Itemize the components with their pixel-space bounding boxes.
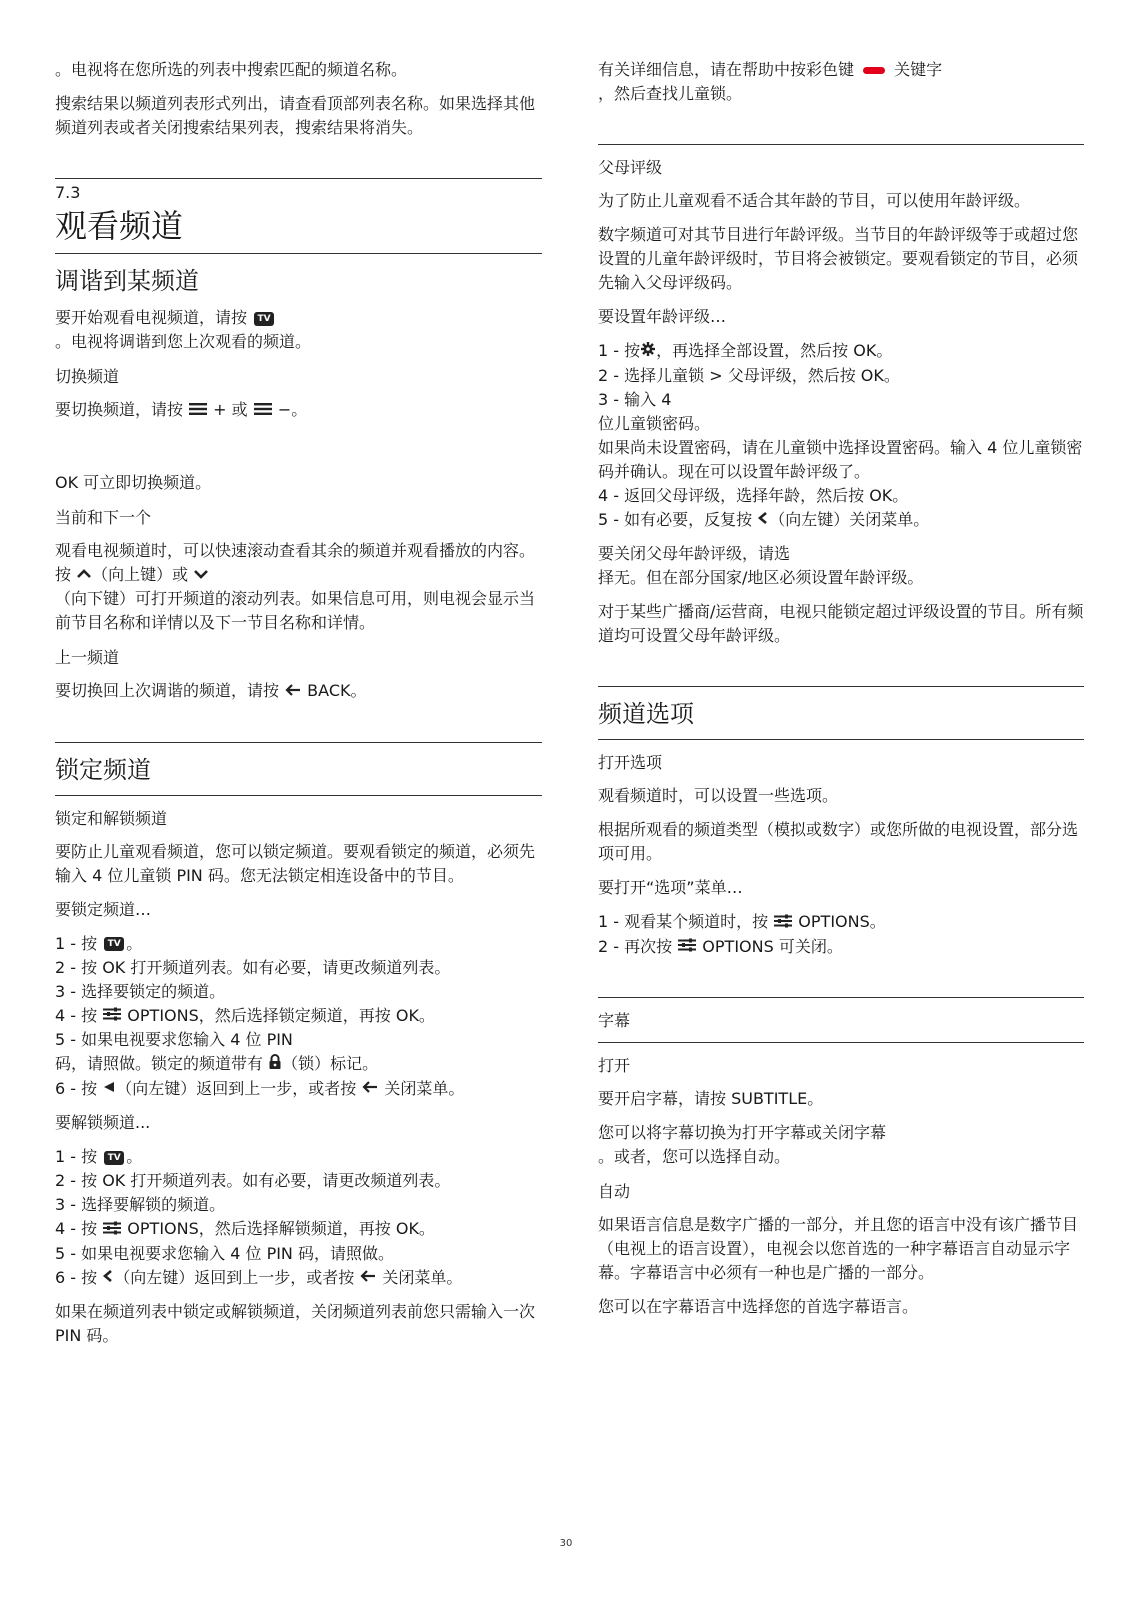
lock-icon [268, 1053, 282, 1077]
parental-divider [598, 144, 1084, 145]
parental-paragraph-3: 对于某些广播商/运营商，电视只能锁定超过评级设置的节目。所有频道均可设置父母年龄评级。 [598, 602, 1084, 645]
tv-key-icon: TV [254, 312, 274, 326]
tune-heading: 调谐到某频道 [55, 267, 199, 295]
parental-step-3b: 位儿童锁密码。 [598, 413, 711, 433]
lock-step-3: 3 - 选择要锁定的频道。 [55, 981, 226, 1001]
lock-steps [55, 932, 542, 1102]
subtitles-divider-top [598, 997, 1084, 998]
parental-paragraph-2: 数字频道可对其节目进行年龄评级。当节目的年龄评级等于或超过您设置的儿童年龄评级时，节目将会被锁定。要观看锁定的节目，必须先输入父母评级码。 [598, 225, 1079, 292]
section-divider [55, 178, 542, 179]
switch-channel-paragraph: 要切换频道，请按 + 或 −。 OK 可立即切换频道。 [55, 400, 308, 492]
subtitles-heading: 字幕 [598, 1011, 631, 1030]
unlock-step-6: 6 - 按 （向左键）返回到上一步，或者按 关闭菜单。 [55, 1266, 542, 1291]
title-divider [55, 253, 542, 254]
lock-divider-bottom [55, 795, 542, 796]
current-next-heading: 当前和下一个 [55, 507, 152, 527]
red-key-icon [863, 67, 885, 74]
options-icon [773, 911, 793, 935]
tune-paragraph: 要开始观看电视频道，请按 TV 。电视将调谐到您上次观看的频道。 [55, 308, 312, 351]
unlock-intro: 要解锁频道... [55, 1113, 151, 1132]
options-icon [102, 1218, 122, 1242]
parental-step-3a: 3 - 输入 4 [598, 389, 672, 409]
options-divider-bottom [598, 739, 1084, 740]
lock-step-4: 4 - 按 OPTIONS，然后选择锁定频道，再按 OK。 [55, 1004, 542, 1029]
back-arrow-icon [284, 680, 302, 704]
options-paragraph-2: 根据所观看的频道类型（模拟或数字）或您所做的电视设置，部分选项可用。 [598, 820, 1079, 863]
subtitles-paragraph-4: 您可以在字幕语言中选择您的首选字幕语言。 [598, 1297, 919, 1316]
options-step-1: 1 - 观看某个频道时，按 OPTIONS。 [598, 910, 1084, 935]
lock-paragraph: 要防止儿童观看频道，您可以锁定频道。要观看锁定的频道，必须先输入 4 位儿童锁 PIN 码。您无法锁定相连设备中的节目。 [55, 841, 536, 885]
lock-intro: 要锁定频道… [55, 899, 152, 919]
options-intro: 要打开“选项”菜单… [598, 878, 743, 897]
more-info-paragraph: 有关详细信息，请在帮助中按彩色键 关键字 ，然后查找儿童锁。 [598, 60, 943, 103]
channel-list-icon [188, 399, 208, 423]
left-column [55, 58, 542, 1358]
back-arrow-icon [359, 1266, 377, 1290]
current-next-paragraph: 观看电视频道时，可以快速滚动查看其余的频道并观看播放的内容。 按 （向上键）或 （向下键）可打开频道的滚动列表。如果信息可用，则电视会显示当前节目名称和详情以及下一节目名称和详情。 [55, 540, 536, 632]
lock-heading: 锁定频道 [55, 755, 151, 784]
subtitles-auto-heading: 自动 [598, 1182, 631, 1201]
lock-step-5a: 5 - 如果电视要求您输入 4 位 PIN [55, 1030, 293, 1049]
subtitles-on-heading: 打开 [598, 1056, 631, 1075]
left-chevron-icon [102, 1266, 114, 1290]
unlock-step-1: 1 - 按 TV 。 [55, 1147, 143, 1166]
options-icon [102, 1004, 122, 1028]
unlock-step-3: 3 - 选择要解锁的频道。 [55, 1195, 226, 1214]
page-number: 30 [559, 1538, 573, 1549]
parental-step-4: 4 - 返回父母评级，选择年龄，然后按 OK。 [598, 485, 909, 505]
up-arrow-icon [76, 563, 92, 587]
unlock-steps [55, 1145, 542, 1290]
parental-steps [598, 339, 1084, 532]
parental-step-2: 2 - 选择儿童锁 > 父母评级，然后按 OK。 [598, 365, 900, 385]
switch-channel-heading: 切换频道 [55, 367, 120, 386]
previous-channel-paragraph: 要切换回上次调谐的频道，请按 BACK。 [55, 679, 542, 704]
options-paragraph-1: 观看频道时，可以设置一些选项。 [598, 786, 839, 805]
lock-step-5b: 码，请照做。锁定的频道带有 （锁）标记。 [55, 1052, 542, 1077]
previous-channel-heading: 上一频道 [55, 648, 120, 667]
lock-divider-top [55, 742, 542, 743]
subtitles-paragraph-3: 如果语言信息是数字广播的一部分，并且您的语言中没有该广播节目（电视上的语言设置），电视会以您首选的一种字幕语言自动显示字幕。字幕语言中必须有一种也是广播的一部分。 [598, 1215, 1079, 1282]
options-steps [598, 910, 1084, 959]
lock-step-1: 1 - 按 TV 。 [55, 933, 143, 953]
down-arrow-icon [193, 563, 209, 587]
subtitles-divider-bottom [598, 1042, 1084, 1043]
tv-key-icon: TV [104, 937, 124, 951]
open-options-heading: 打开选项 [598, 753, 663, 772]
options-divider-top [598, 686, 1084, 687]
unlock-step-5: 5 - 如果电视要求您输入 4 位 PIN 码，请照做。 [55, 1243, 394, 1263]
left-triangle-icon [102, 1077, 116, 1101]
back-arrow-icon [361, 1077, 379, 1101]
intro-paragraph-1: 。电视将在您所选的列表中搜索匹配的频道名称。 [55, 60, 408, 79]
subtitles-paragraph-2: 您可以将字幕切换为打开字幕或关闭字幕 。或者，您可以选择自动。 [598, 1123, 887, 1166]
parental-off-paragraph: 要关闭父母年龄评级，请选 择无。但在部分国家/地区必须设置年龄评级。 [598, 544, 924, 587]
tv-key-icon: TV [104, 1151, 124, 1165]
lock-step-2: 2 - 按 OK 打开频道列表。如有必要，请更改频道列表。 [55, 957, 451, 977]
lock-unlock-heading: 锁定和解锁频道 [55, 808, 168, 828]
lock-note: 如果在频道列表中锁定或解锁频道，关闭频道列表前您只需输入一次 PIN 码。 [55, 1302, 536, 1345]
options-icon [677, 935, 697, 959]
parental-step-1: 1 - 按 ，再选择全部设置，然后按 OK。 [598, 339, 1084, 364]
parental-set-intro: 要设置年龄评级… [598, 307, 727, 326]
unlock-step-4: 4 - 按 OPTIONS，然后选择解锁频道，再按 OK。 [55, 1217, 542, 1242]
parental-heading: 父母评级 [598, 158, 663, 177]
gear-icon [640, 340, 656, 364]
options-step-2: 2 - 再次按 OPTIONS 可关闭。 [598, 935, 1084, 960]
parental-step-5: 5 - 如有必要，反复按 （向左键）关闭菜单。 [598, 508, 1084, 533]
parental-paragraph-1: 为了防止儿童观看不适合其年龄的节目，可以使用年龄评级。 [598, 191, 1031, 210]
channel-list-icon [253, 399, 273, 423]
subtitles-paragraph-1: 要开启字幕，请按 SUBTITLE。 [598, 1089, 824, 1108]
parental-step-3c: 如果尚未设置密码，请在儿童锁中选择设置密码。输入 4 位儿童锁密码并确认。现在可以设置年龄评级了。 [598, 437, 1083, 481]
unlock-step-2: 2 - 按 OK 打开频道列表。如有必要，请更改频道列表。 [55, 1171, 451, 1190]
section-number: 7.3 [55, 183, 81, 202]
section-title: 观看频道 [55, 207, 184, 245]
options-heading: 频道选项 [598, 700, 694, 728]
right-column [598, 58, 1084, 1329]
intro-paragraph-2: 搜索结果以频道列表形式列出，请查看顶部列表名称。如果选择其他频道列表或者关闭搜索结果列表，搜索结果将消失。 [55, 94, 536, 137]
left-chevron-icon [757, 508, 769, 532]
lock-step-6: 6 - 按 （向左键）返回到上一步，或者按 关闭菜单。 [55, 1077, 542, 1102]
